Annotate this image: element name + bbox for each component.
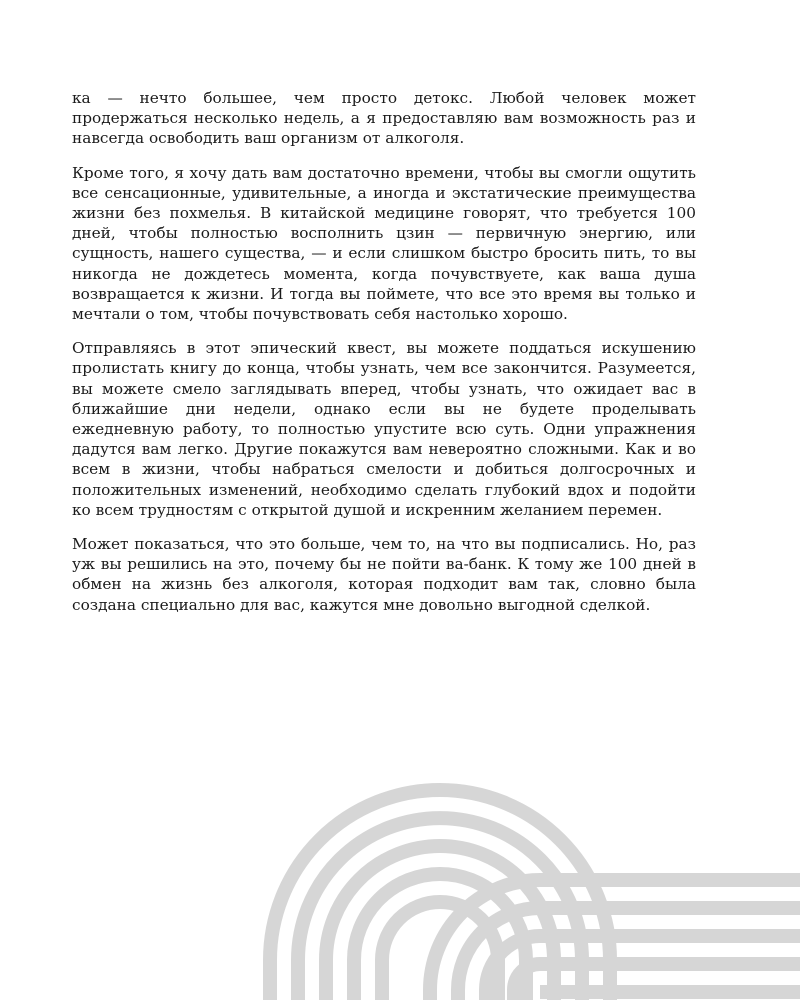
paragraph-1: ка — нечто большее, чем просто детокс. Любой человек может продержаться несколько недель, а я предоставляю вам возможность раз и навсегда освободить ваш организм от алкоголя. <box>72 89 696 148</box>
arch-right-3 <box>486 936 800 1000</box>
arch-left-1 <box>270 790 610 1000</box>
arch-left-3 <box>326 846 554 1000</box>
arch-right-2 <box>458 908 800 1000</box>
arch-left-2 <box>298 818 582 1000</box>
body-text <box>72 88 696 629</box>
paragraph-3: Отправляясь в этот эпический квест, вы можете поддаться искушению пролистать книгу до конца, чтобы узнать, чем все закончится. Разумеется, вы можете смело заглядывать вперед, чтобы узнать, что ожидает вас в ближайшие дни недели, однако если вы не будете проделывать ежедневную работу, то полностью упустите всю суть. Одни упражнения дадутся вам легко. Другие покажутся вам невероятно сложными. Как и во всем в жизни, чтобы набраться смелости и добиться долгосрочных и положительных изменений, необходимо сделать глубокий вдох и подойти ко всем трудностям с открытой душой и искренним желанием перемен. <box>72 339 696 519</box>
arch-right-4 <box>514 964 800 1000</box>
paragraph-2: Кроме того, я хочу дать вам достаточно времени, чтобы вы смогли ощутить все сенсационные, удивительные, а иногда и экстатические преимущества жизни без похмелья. В китайской медицине говорят, что требуется 100 дней, чтобы полностью восполнить цзин — первичную энергию, или сущность, нашего существа, — и если слишком быстро бросить пить, то вы никогда не дождетесь момента, когда почувствуете, как ваша душа возвращается к жизни. И тогда вы поймете, что все это время вы только и мечтали о том, чтобы почувствовать себя настолько хорошо. <box>72 163 696 324</box>
arch-right-1 <box>430 880 800 1000</box>
arch-left-5 <box>382 902 498 1000</box>
paragraph-4: Может показаться, что это больше, чем то, на что вы подписались. Но, раз уж вы решились на это, почему бы не пойти ва-банк. К тому же 100 дней в обмен на жизнь без алкоголя, которая подходит вам так, словно была создана специально для вас, кажутся мне довольно выгодной сделкой. <box>72 535 696 614</box>
arch-left-4 <box>354 874 526 1000</box>
